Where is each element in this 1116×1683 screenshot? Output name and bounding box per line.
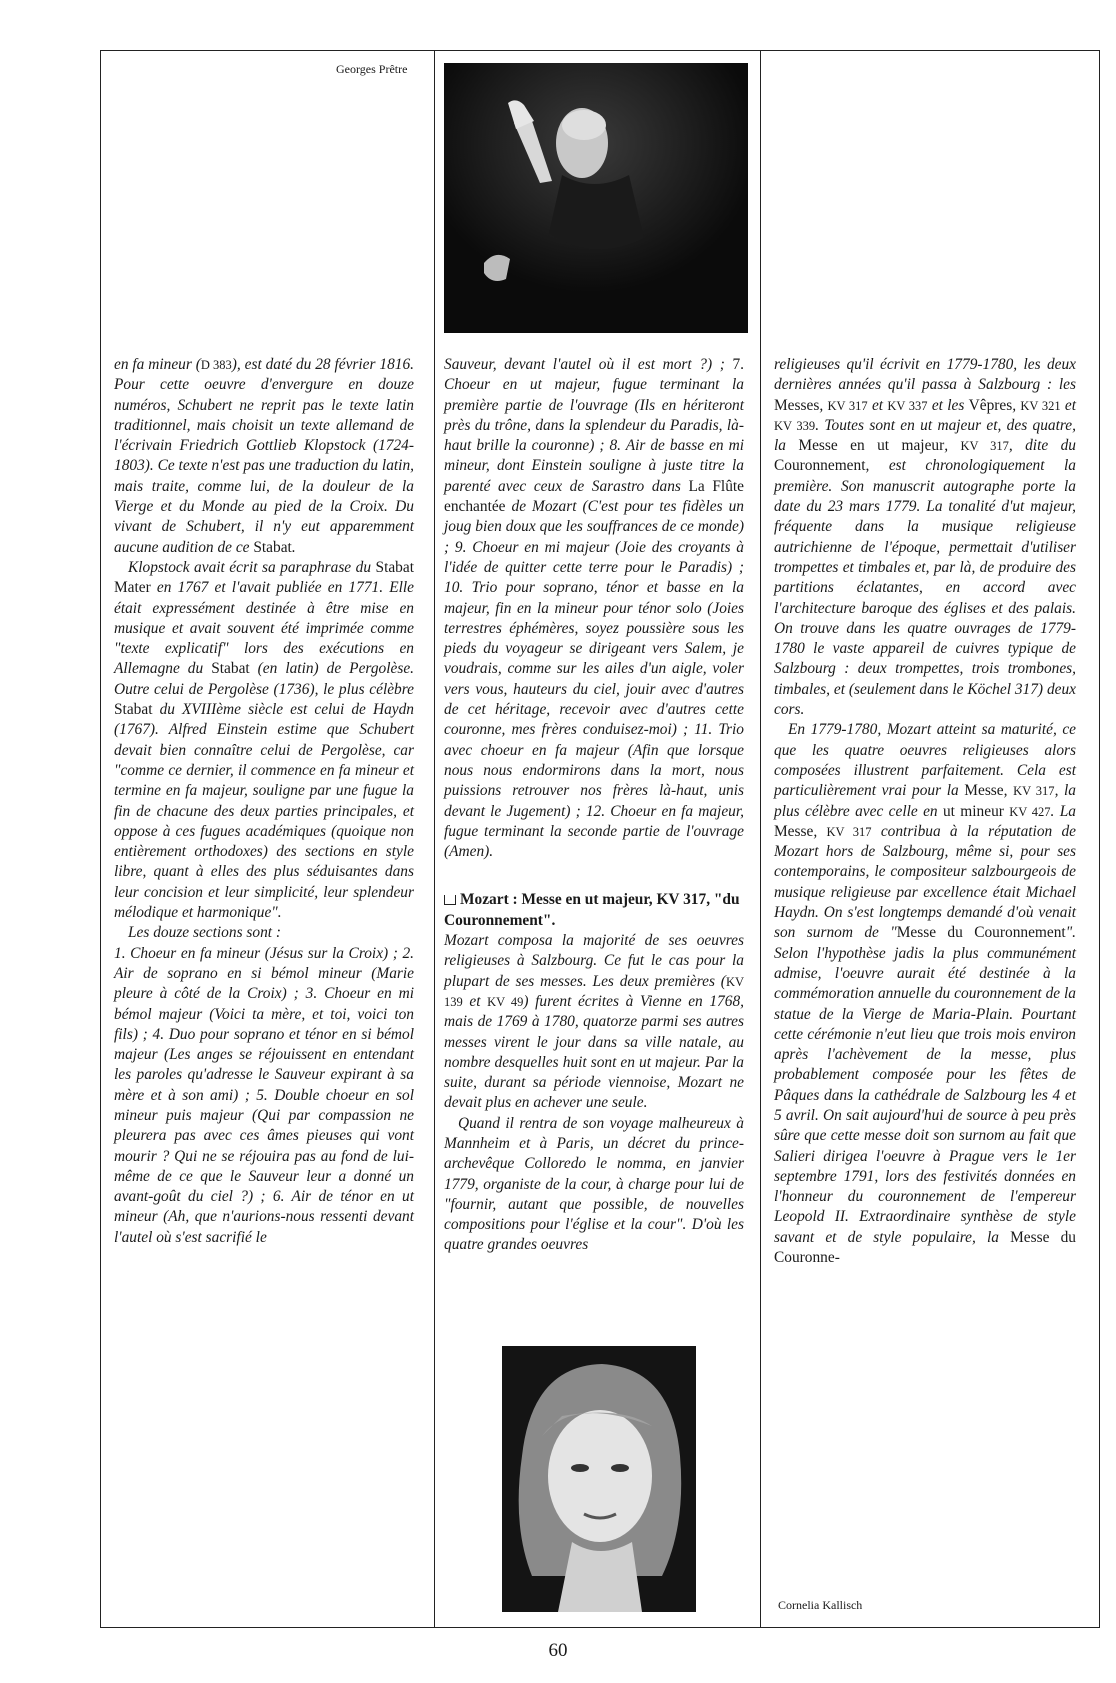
text-run: de Mozart (C'est pour tes fidèles un joug bien doux que les souffrances de ce monde) ; 9. Choeur en mi majeur (Joie des croyants à l'idée de quitter cette terre pour le Paradis) ; 10. Trio pour soprano, ténor et basse en la majeur, fin en la mineur pour ténor solo (Joies terrestres éphémères, soyez poussière sous les pieds du voyageur se dirigeant vers Salem, je voudrais, comme sur les ailes d'un aigle, voler vers vous, hauteurs du ciel, jouir avec d'autres de cet héritage, recevoir avec d'autres cette couronne, mes frères conduisez-moi) ; 11. Trio avec choeur en fa majeur (Afin que lorsque nous nous endormirons dans la mort, nous puissions retrouver nos frères là-haut, unis devant le Jugement) ; 12. Choeur en fa majeur, fugue terminant la seconde partie de l'ouvrage (Amen). (444, 498, 744, 861)
text-run: , (813, 822, 827, 840)
text-run: Messe (774, 822, 814, 840)
paragraph (114, 558, 414, 923)
text-run: en fa mineur ( (114, 356, 201, 373)
text-run: Stabat (211, 660, 250, 678)
bullet-box-icon (444, 895, 456, 905)
text-run: contribua à la réputation de Mozart hors de Salzbourg, même si, pour ses contemporains, le compositeur salzbourgeois de musique religieuse par excellence était Michael Haydn. On s'est longtemps demandé d'où venait son surnom de " (774, 822, 1076, 942)
text-run: KV 139 (444, 974, 744, 1009)
text-run: , la plus célèbre avec celle en (774, 782, 1076, 820)
text-run: KV 427 (1009, 804, 1051, 819)
text-run: et les (927, 396, 969, 414)
photo-caption-top: Georges Prêtre (336, 62, 408, 76)
text-run: KV 321 (1020, 398, 1061, 413)
text-run: et (867, 396, 888, 414)
text-run: Stabat (253, 538, 292, 556)
text-run: Stabat (114, 701, 153, 719)
text-run: , (944, 437, 961, 455)
text-run: du XVIIIème siècle est celui de Haydn (1767). Alfred Einstein estime que Schubert devait bien connaître celui de Pergolèse, car "comme ce dernier, il commence en fa mineur et termine en fa majeur, souligne par une fugue la fin de chacune des deux parties principales, et oppose à ces fugues académiques (quoique non entièrement orthodoxes) des sections en style libre, quant à elles des plus séduisantes dans leur concision et leur simplicité, leur splendeur mélodique et harmonique". (114, 701, 414, 922)
photo-caption-bottom: Cornelia Kallisch (778, 1598, 863, 1612)
text-run: en 1767 et l'avait publiée en 1771. Elle était expressément destinée à être mise en musique et avait souvent été imprimée comme "texte explicatif" lors des exécutions en Allemagne du (114, 579, 414, 678)
paragraph (774, 355, 1076, 720)
text-run: Couronnement (774, 457, 866, 475)
conductor-photo (444, 63, 748, 333)
text-run: KV 317 (960, 439, 1009, 454)
text-run: Sauveur, devant l'autel où il est mort ?) ; (444, 356, 733, 373)
paragraph (444, 355, 744, 862)
text-run: D 383 (200, 358, 232, 372)
text-column-3 (774, 355, 1076, 1268)
text-run: et (1060, 396, 1076, 414)
text-run: KV 317 (1013, 784, 1055, 799)
singer-photo (502, 1346, 696, 1612)
text-column-1 (114, 355, 414, 1248)
text-run: KV 317 (826, 824, 872, 839)
text-run: (en latin) de Pergolèse. Outre celui de Pergolèse (1736), le plus célèbre (114, 660, 414, 698)
text-run: Messes (774, 396, 820, 414)
paragraph (774, 720, 1076, 1268)
paragraph (114, 355, 414, 558)
text-run: Klopstock avait écrit sa paraphrase du (128, 558, 376, 576)
text-run: En 1779-1780, Mozart atteint sa maturité, ce que les quatre oeuvres religieuses alors composées illustrent parfaitement. Cela est particulièrement vrai pour la (774, 721, 1076, 800)
text-run: . La (1050, 802, 1076, 820)
text-run: Vêpres (968, 396, 1013, 414)
text-run: ". Selon l'hypothèse jadis la plus communément admise, l'oeuvre aurait été destinée à la commémoration annuelle du couronnement de la statue de la Vierge de Maria-Plain. Pourtant cette cérémonie n'eut lieu que trois mois environ après l'achèvement de la messe, plus probablement composée pour les fêtes de Pâques dans la cathédrale de Salzbourg les 4 et 5 avril. On sait aujourd'hui de source à peu près sûre que cette messe doit son surnom au fait que Salieri dirigea l'oeuvre à Prague vers le 1er septembre 1791, lors des festivités données en l'honneur du couronnement de l'empereur Leopold II. Extraordinaire synthèse de style savant et de style populaire, la (774, 924, 1076, 1246)
text-run: , dite du (1008, 437, 1076, 455)
text-run: . (291, 538, 296, 556)
section-heading (444, 890, 744, 931)
conductor-photo-image (444, 63, 748, 333)
column-divider-1 (434, 50, 435, 1628)
text-run: KV 339 (774, 418, 816, 433)
text-column-2 (444, 355, 744, 1256)
text-run: KV 49 (487, 994, 524, 1009)
paragraph (444, 931, 744, 1114)
text-run: 1. Choeur en fa mineur (Jésus sur la Croix) ; 2. Air de soprano en si bémol mineur (Marie pleure à côté de la Croix) ; 3. Choeur en mi bémol majeur (Voici ta mère, et toi, voici ton fils) ; 4. Duo pour soprano et ténor en si bémol majeur (Les anges se réjouissent en entendant les paroles qu'adresse le Sauveur expirant à sa mère et à son ami) ; 5. Double choeur en sol mineur puis majeur (Qui par compassion ne pleurera pas avec ces âmes pieuses qui vont mourir ? Qui ne se réjouira pas au fond de lui-même de ce que le Sauveur leur a donné un avant-goût du ciel ?) ; 6. Air de ténor en ut mineur (Ah, que n'aurions-nous ressenti devant l'autel où s'est sacrifié le (114, 944, 414, 1246)
text-run: et (462, 992, 488, 1010)
paragraph (114, 923, 414, 943)
text-run: Quand il rentra de son voyage malheureux à Mannheim et à Paris, un décret du prince-archevêque Colloredo le nomma, en janvier 1779, organiste de la cour, à charge pour lui de "fournir, autant que possible, de nouvelles compositions pour l'église et la cour". D'où les quatre grandes oeuvres (444, 1114, 744, 1254)
text-run: , (819, 396, 828, 414)
text-run: . Toutes sont en ut majeur et, des quatre, la (774, 416, 1076, 455)
text-run: ut mineur (942, 802, 1004, 820)
text-run: Messe du Couronnement (896, 924, 1066, 942)
text-run: ) furent écrites à Vienne en 1768, mais de 1769 à 1780, quatorze parmi ses autres messes virent le jour dans sa ville natale, au nombre desquelles huit sont en ut majeur. Par la suite, durant sa période viennoise, Mozart ne devait plus en achever une seule. (444, 992, 744, 1112)
text-run: religieuses qu'il écrivit en 1779-1780, les deux dernières années qu'il passa à Salzbourg : les (774, 356, 1076, 394)
text-run: , (1003, 782, 1014, 800)
text-run: , est chronologiquement la première. Son manuscrit autographe porte la date du 23 mars 1779. La tonalité d'ut majeur, fréquente dans la musique religieuse autrichienne de l'époque, permettait d'utiliser trompettes et timbales et, par là, de produire des partitions éclatantes, en accord avec l'architecture baroque des églises et des palais. On trouve dans les quatre ouvrages de 1779-1780 le vaste appareil de cuivres typique de Salzbourg : deux trompettes, trois trombones, timbales, et (seulement dans le Köchel 317) deux cors. (774, 457, 1076, 719)
text-run: Messe (964, 782, 1004, 800)
text-run: KV 317 (827, 398, 868, 413)
text-run: KV 337 (887, 398, 928, 413)
page-number: 60 (548, 1640, 568, 1661)
text-run: Messe du Couronne- (774, 1228, 1076, 1267)
text-run: Messe en ut majeur (798, 437, 945, 455)
text-run: Les douze sections sont : (128, 924, 282, 942)
text-run: 7. (732, 356, 744, 373)
text-run: ), est daté du 28 février 1816. Pour cette oeuvre d'envergure en douze numéros, Schubert ne reprit pas le texte latin traditionnel, mais choisit un texte allemand de l'écrivain Friedrich Gottlieb Klopstock (1724-1803). Ce texte n'est pas une traduction du latin, mais traite, comme lui, de la douleur de la Vierge et du Monde au pied de la Croix. Du vivant de Schubert, il n'y eut apparemment aucune audition de ce (114, 356, 414, 556)
singer-photo-image (502, 1346, 696, 1612)
paragraph (114, 944, 414, 1248)
text-run: Stabat Mater (114, 558, 414, 597)
text-run: Mozart composa la majorité de ses oeuvres religieuses à Salzbourg. Ce fut le cas pour la plupart de ses messes. Les deux premières ( (444, 932, 744, 990)
paragraph (444, 1114, 744, 1256)
text-run: , (1012, 396, 1021, 414)
section-heading-text: Mozart : Messe en ut majeur, KV 317, "du Couronnement". (444, 891, 740, 929)
text-run: La Flûte enchantée (444, 477, 744, 516)
text-run: Choeur en ut majeur, fugue terminant la première partie de l'ouvrage (Ils en hériteront près du trône, dans la splendeur du Paradis, là-haut brille la couronne) ; 8. Air de basse en mi mineur, dont Einstein souligne à juste titre la parenté avec ceux de Sarastro dans (444, 376, 744, 495)
column-divider-2 (760, 50, 761, 1628)
